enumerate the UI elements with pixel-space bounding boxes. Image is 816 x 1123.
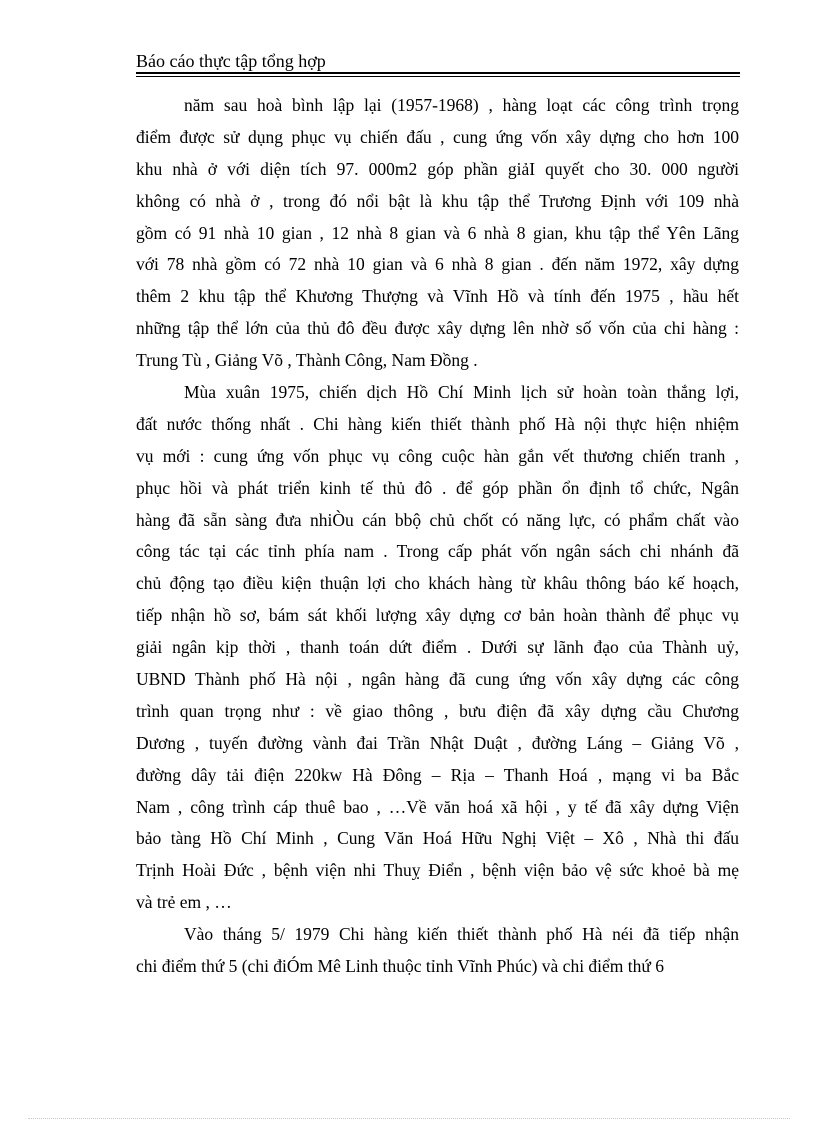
text-line: không có nhà ở , trong đó nổi bật là khu tập thể Trương Định với 109 nhà bbox=[136, 190, 739, 211]
text-line: Trịnh Hoài Đức , bệnh viện nhi Thuỵ Điển , bệnh viện bảo vệ sức khoẻ bà mẹ bbox=[136, 860, 739, 881]
paragraph-1 bbox=[136, 90, 739, 377]
text-line: thêm 2 khu tập thể Khương Thượng và Vĩnh Hồ và tính đến 1975 , hầu hết bbox=[136, 286, 739, 307]
page-header bbox=[136, 50, 740, 77]
header-title: Báo cáo thực tập tổng hợp bbox=[136, 51, 326, 71]
text-line: chi điểm thứ 5 (chi điÓm Mê Linh thuộc tỉnh Vĩnh Phúc) và chi điểm thứ 6 bbox=[136, 956, 665, 977]
text-line: khu nhà ở với diện tích 97. 000m2 góp phần giảI quyết cho 30. 000 người bbox=[136, 158, 739, 179]
page-bottom-border bbox=[28, 1118, 790, 1119]
text-line: vụ mới : cung ứng vốn phục vụ công cuộc hàn gắn vết thương chiến tranh , bbox=[136, 445, 739, 466]
paragraph-3 bbox=[136, 919, 739, 983]
text-line: Vào tháng 5/ 1979 Chi hàng kiến thiết thành phố Hà néi đã tiếp nhận bbox=[184, 924, 739, 945]
text-line: giải ngân kịp thời , thanh toán dứt điểm . Dưới sự lãnh đạo của Thành uỷ, bbox=[136, 637, 739, 658]
text-line: chủ động tạo điều kiện thuận lợi cho khách hàng từ khâu thông báo kế hoạch, bbox=[136, 573, 739, 594]
text-line: với 78 nhà gồm có 72 nhà 10 gian và 6 nhà 8 gian . đến năm 1972, xây dựng bbox=[136, 254, 739, 275]
text-line: những tập thể lớn của thủ đô đều được xây dựng lên nhờ số vốn của chi hàng : bbox=[136, 318, 739, 339]
text-line: gồm có 91 nhà 10 gian , 12 nhà 8 gian và 6 nhà 8 gian, khu tập thể Yên Lãng bbox=[136, 222, 739, 243]
text-line: và trẻ em , … bbox=[136, 892, 232, 913]
text-line: công tác tại các tỉnh phía nam . Trong cấp phát vốn ngân sách chi nhánh đã bbox=[136, 541, 739, 562]
header-rule-thin bbox=[136, 76, 740, 77]
text-line: hàng đã sẵn sàng đưa nhiÒu cán bbộ chủ chốt có năng lực, có phẩm chất vào bbox=[136, 509, 739, 530]
text-line: Dương , tuyến đường vành đai Trần Nhật Duật , đường Láng – Giảng Võ , bbox=[136, 732, 739, 753]
text-line: trình quan trọng như : về giao thông , bưu điện đã xây dựng cầu Chương bbox=[136, 700, 739, 721]
text-line: bảo tàng Hồ Chí Minh , Cung Văn Hoá Hữu Nghị Việt – Xô , Nhà thi đấu bbox=[136, 828, 739, 849]
text-line: phục hồi và phát triển kinh tế thủ đô . để góp phần ổn định tổ chức, Ngân bbox=[136, 477, 739, 498]
text-line: Mùa xuân 1975, chiến dịch Hồ Chí Minh lịch sử hoàn toàn thắng lợi, bbox=[184, 382, 739, 403]
body-text bbox=[136, 90, 739, 983]
text-line: Trung Tù , Giảng Võ , Thành Công, Nam Đồng . bbox=[136, 350, 478, 371]
paragraph-2 bbox=[136, 377, 739, 919]
text-line: tiếp nhận hồ sơ, bám sát khối lượng xây dựng cơ bản hoàn thành để phục vụ bbox=[136, 605, 739, 626]
text-line: đất nước thống nhất . Chi hàng kiến thiết thành phố Hà nội thực hiện nhiệm bbox=[136, 413, 739, 434]
text-line: UBND Thành phố Hà nội , ngân hàng đã cung ứng vốn xây dựng các công bbox=[136, 669, 739, 690]
text-line: điểm được sử dụng phục vụ chiến đấu , cung ứng vốn xây dựng cho hơn 100 bbox=[136, 126, 739, 147]
text-line: Nam , công trình cáp thuê bao , …Về văn hoá xã hội , y tế đã xây dựng Viện bbox=[136, 796, 739, 817]
text-line: năm sau hoà bình lập lại (1957-1968) , hàng loạt các công trình trọng bbox=[184, 95, 739, 115]
text-line: đường dây tải điện 220kw Hà Đông – Rịa – Thanh Hoá , mạng vi ba Bắc bbox=[136, 764, 739, 785]
header-rule bbox=[136, 72, 740, 74]
